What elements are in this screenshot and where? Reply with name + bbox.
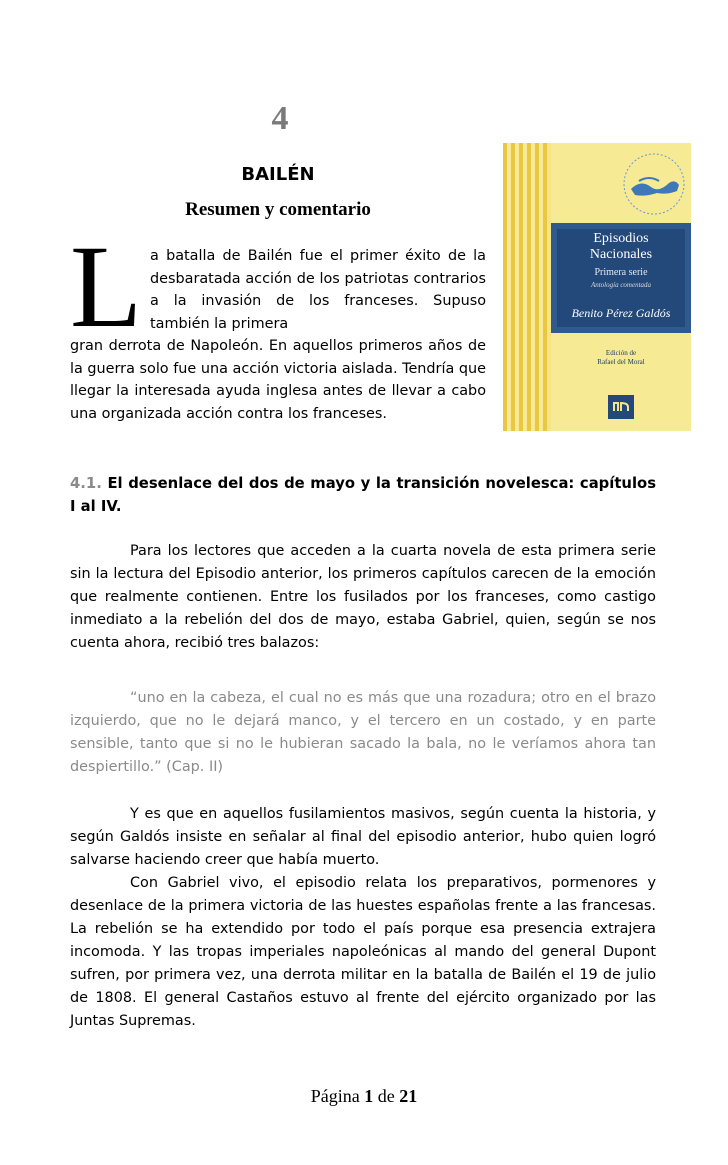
chapter-title: BAILÉN xyxy=(241,164,315,185)
footer-prefix: Página xyxy=(310,1086,360,1106)
section-heading xyxy=(70,472,656,518)
intro-paragraph-first: a batalla de Bailén fue el primer éxito de la desbaratada acción de los patriotas contrarios a la invasión de los franceses. Supuso también la primera xyxy=(150,248,486,332)
chapter-subtitle: Resumen y comentario xyxy=(185,199,371,220)
publisher-logo-icon xyxy=(608,395,634,419)
cover-title: Episodios Nacionales xyxy=(589,231,653,262)
cover-stripe-decoration xyxy=(503,143,547,431)
chapter-number: 4 xyxy=(271,100,289,137)
quote-paragraph: “uno en la cabeza, el cual no es más que una rozadura; otro en el brazo izquierdo, que no le dejará manco, y el tercero en un costado, y en parte sensible, tanto que si no le hubieran sacado la bala, no le veríamos ahora tan despiertillo.” (Cap. II) xyxy=(70,690,656,775)
footer-current-page: 1 xyxy=(364,1086,374,1106)
cover-author: Benito Pérez Galdós xyxy=(571,306,671,320)
footer-middle: de xyxy=(377,1086,395,1106)
body-paragraph-3: Con Gabriel vivo, el episodio relata los preparativos, pormenores y desenlace de la primera victoria de las huestes españolas frente a las francesas. La rebelión se ha extendido por todo el país porque esa presencia extrajera incomoda. Y las tropas imperiales napoleónicas al mando del general Dupont sufren, por primera vez, una derrota militar en la batalla de Bailén el 19 de julio de 1808. El general Castaños estuvo al frente del ejército organizado por las Juntas Supremas. xyxy=(70,875,656,1029)
cover-series: Primera serie xyxy=(594,267,648,278)
book-cover-image xyxy=(503,143,691,431)
section-title: El desenlace del dos de mayo y la transición novelesca: capítulos I al IV. xyxy=(70,475,656,515)
section-number: 4.1. xyxy=(70,475,102,492)
collection-logo-icon xyxy=(619,151,689,217)
cover-anthology: Antología comentada xyxy=(590,281,652,289)
body-paragraph-1: Para los lectores que acceden a la cuarta novela de esta primera serie sin la lectura del Episodio anterior, los primeros capítulos carecen de la emoción que realmente contienen. Entre los fusilados por los franceses, como castigo inmediato a la rebelión del dos de mayo, estaba Gabriel, quien, según se nos cuenta ahora, recibió tres balazos: xyxy=(70,543,656,651)
cover-panel xyxy=(551,143,691,431)
cover-edition: Edición de Rafael del Moral xyxy=(597,349,645,366)
drop-cap: L xyxy=(70,221,143,352)
intro-paragraph-continued: gran derrota de Napoleón. En aquellos primeros años de la guerra solo fue una acción victoria aislada. Tendría que llegar la interesada ayuda inglesa antes de llevar a cabo una organizada acción contra los franceses. xyxy=(70,338,486,422)
body-paragraph-2: Y es que en aquellos fusilamientos masivos, según cuenta la historia, y según Galdós insiste en señalar al final del episodio anterior, hubo quien logró salvarse haciendo creer que había muerto. xyxy=(70,806,656,868)
footer-total-pages: 21 xyxy=(399,1086,418,1106)
page-footer xyxy=(0,1086,728,1107)
